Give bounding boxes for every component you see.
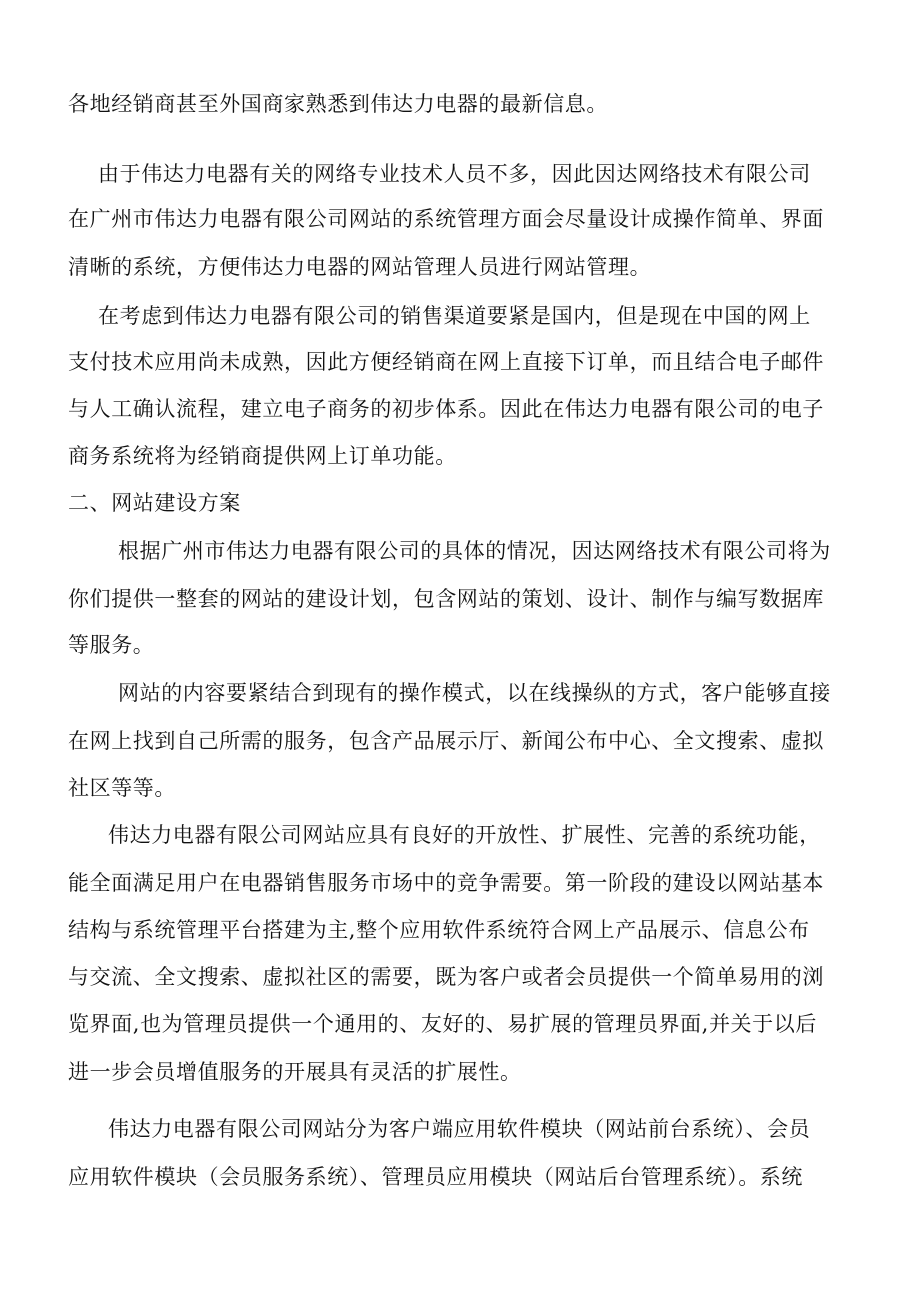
text-line: 在网上找到自己所需的服务，包含产品展示厅、新闻公布中心、全文搜索、虚拟 xyxy=(68,729,824,753)
text-line: 清晰的系统，方便伟达力电器的网站管理人员进行网站管理。 xyxy=(68,255,652,279)
section-heading: 二、网站建设方案 xyxy=(68,491,241,515)
text-line: 在考虑到伟达力电器有限公司的销售渠道要紧是国内，但是现在中国的网上 xyxy=(98,304,811,328)
text-line: 与人工确认流程，建立电子商务的初步体系。因此在伟达力电器有限公司的电子 xyxy=(68,397,824,421)
text-line: 伟达力电器有限公司网站分为客户端应用软件模块（网站前台系统）、会员 xyxy=(108,1117,811,1141)
text-line: 在广州市伟达力电器有限公司网站的系统管理方面会尽量设计成操作简单、界面 xyxy=(68,207,824,231)
text-line: 与交流、全文搜索、虚拟社区的需要，既为客户或者会员提供一个简单易用的浏 xyxy=(68,965,824,989)
text-line: 能全面满足用户在电器销售服务市场中的竞争需要。第一阶段的建设以网站基本 xyxy=(68,871,824,895)
text-line: 进一步会员增值服务的开展具有灵活的扩展性。 xyxy=(68,1060,522,1084)
text-line: 你们提供一整套的网站的建设计划，包含网站的策划、设计、制作与编写数据库 xyxy=(68,587,824,611)
text-line: 各地经销商甚至外国商家熟悉到伟达力电器的最新信息。 xyxy=(68,92,608,116)
text-line: 根据广州市伟达力电器有限公司的具体的情况，因达网络技术有限公司将为 xyxy=(118,539,831,563)
text-line: 商务系统将为经销商提供网上订单功能。 xyxy=(68,444,457,468)
text-line: 览界面,也为管理员提供一个通用的、友好的、易扩展的管理员界面,并关于以后 xyxy=(68,1012,817,1036)
text-line: 等服务。 xyxy=(68,633,155,657)
text-line: 网站的内容要紧结合到现有的操作模式，以在线操纵的方式，客户能够直接 xyxy=(118,681,831,705)
text-line: 支付技术应用尚未成熟，因此方便经销商在网上直接下订单，而且结合电子邮件 xyxy=(68,350,824,374)
text-line: 由于伟达力电器有关的网络专业技术人员不多，因此因达网络技术有限公司 xyxy=(98,162,811,186)
text-line: 应用软件模块（会员服务系统）、管理员应用模块（网站后台管理系统）。系统 xyxy=(68,1165,803,1189)
text-line: 社区等等。 xyxy=(68,776,176,800)
text-line: 伟达力电器有限公司网站应具有良好的开放性、扩展性、完善的系统功能， xyxy=(108,823,821,847)
text-line: 结构与系统管理平台搭建为主,整个应用软件系统符合网上产品展示、信息公布 xyxy=(68,918,810,942)
